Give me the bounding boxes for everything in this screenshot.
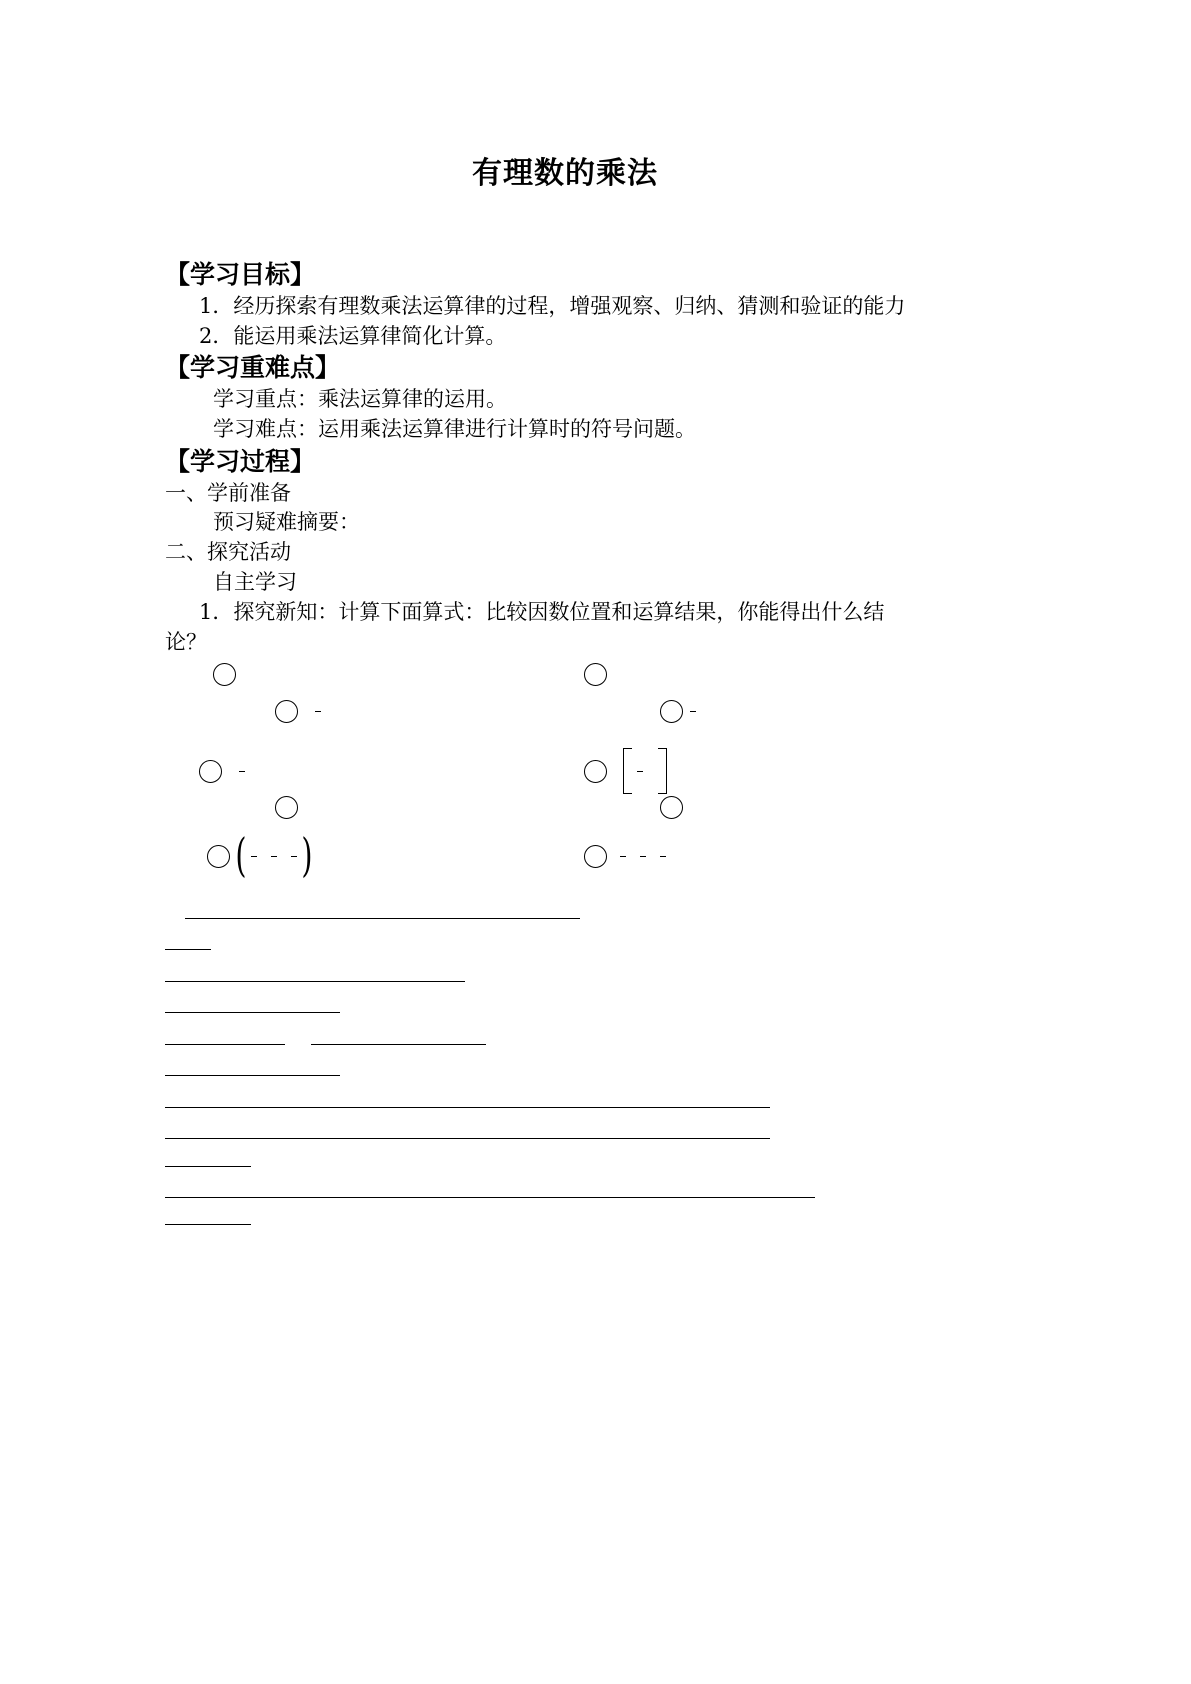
item-number-circle xyxy=(584,760,607,783)
fraction-four-thirds xyxy=(239,771,245,772)
section-heading-keypoints: 【学习重难点】 xyxy=(165,353,341,383)
answer-blank[interactable] xyxy=(165,1179,815,1198)
math-item-3-1 xyxy=(207,828,314,883)
task1-line-2: 论？ xyxy=(165,629,207,654)
conclusion-line-3-cont xyxy=(165,1045,965,1077)
answer-blank[interactable] xyxy=(165,931,211,950)
part-two-heading: 二、探究活动 xyxy=(165,540,291,565)
conclusion-line-2-cont xyxy=(165,982,965,1014)
math-item-3-2 xyxy=(584,845,669,868)
answer-blank[interactable] xyxy=(165,1057,340,1076)
title-spacer xyxy=(165,192,965,258)
math-item-2-1 xyxy=(199,760,266,783)
math-row-group1-b xyxy=(165,686,965,736)
fraction-one-half xyxy=(690,711,696,712)
big-paren-close: ) xyxy=(301,828,313,883)
difficulty-text: 学习难点：运用乘法运算律进行计算时的符号问题。 xyxy=(213,416,696,441)
fraction-one-fourth xyxy=(271,856,277,857)
conclusion-line-1 xyxy=(165,887,965,919)
fraction-one-third xyxy=(251,856,257,857)
math-item-2-3 xyxy=(275,796,302,819)
item-number-circle xyxy=(213,663,236,686)
conclusion-line-2 xyxy=(165,950,965,982)
item-number-circle xyxy=(275,700,298,723)
math-row-group2-b xyxy=(165,796,965,819)
math-item-1-2 xyxy=(584,663,629,686)
self-study-heading: 自主学习 xyxy=(213,569,297,594)
answer-blank[interactable] xyxy=(311,1026,486,1045)
answer-blank[interactable] xyxy=(165,963,465,982)
math-item-2-2 xyxy=(584,748,677,794)
math-item-1-3 xyxy=(275,700,332,723)
document-content xyxy=(165,0,965,1233)
answer-blank[interactable] xyxy=(185,900,580,919)
part-one-heading: 一、学前准备 xyxy=(165,480,291,505)
law-distributive-line xyxy=(165,1167,965,1199)
math-row-group2-a xyxy=(165,746,965,796)
answer-blank[interactable] xyxy=(165,994,340,1013)
item-number-circle xyxy=(275,796,298,819)
math-item-2-4 xyxy=(660,796,687,819)
item-number-circle xyxy=(660,796,683,819)
law-associative-line-cont xyxy=(165,1139,965,1166)
bracket-close-icon xyxy=(658,748,667,794)
math-row-group1-a xyxy=(165,663,965,686)
preview-note: 预习疑难摘要： xyxy=(213,510,360,535)
answer-blank[interactable] xyxy=(165,1089,770,1108)
law-associative-line xyxy=(165,1108,965,1140)
fraction-one-sixth xyxy=(660,856,666,857)
item-number-circle xyxy=(660,700,683,723)
item-number-circle xyxy=(584,845,607,868)
bracket-open-icon xyxy=(623,748,632,794)
fraction-one-sixth xyxy=(291,856,297,857)
keypoint-text: 学习重点：乘法运算律的运用。 xyxy=(213,387,507,412)
fraction-one-third xyxy=(620,856,626,857)
conclusion-line-3 xyxy=(165,1013,965,1045)
big-paren-open: ( xyxy=(235,828,247,883)
item-number-circle xyxy=(584,663,607,686)
math-item-1-1 xyxy=(213,663,258,686)
answer-blank[interactable] xyxy=(165,1026,285,1045)
item-number-circle xyxy=(199,760,222,783)
math-row-group3 xyxy=(165,828,965,883)
fraction-four-thirds xyxy=(637,771,643,772)
objective-item-1: 1．经历探索有理数乘法运算律的过程，增强观察、归纳、猜测和验证的能力 xyxy=(199,293,906,318)
task1-line-1: 1．探究新知：计算下面算式：比较因数位置和运算结果，你能得出什么结 xyxy=(199,599,885,624)
fraction-one-half xyxy=(315,711,321,712)
law-commutative-line xyxy=(165,1076,965,1108)
answer-blank[interactable] xyxy=(165,1120,770,1139)
fraction-one-fourth xyxy=(640,856,646,857)
section-heading-process: 【学习过程】 xyxy=(165,446,316,476)
page-title: 有理数的乘法 xyxy=(472,156,658,191)
math-item-1-4 xyxy=(660,700,717,723)
answer-blank[interactable] xyxy=(165,1148,251,1167)
item-number-circle xyxy=(207,845,230,868)
section-heading-objectives: 【学习目标】 xyxy=(165,260,316,289)
law-distributive-line-cont xyxy=(165,1198,965,1225)
conclusion-line-1-cont xyxy=(165,919,965,951)
objective-item-2: 2．能运用乘法运算律简化计算。 xyxy=(199,323,507,348)
answer-blank[interactable] xyxy=(165,1206,251,1225)
